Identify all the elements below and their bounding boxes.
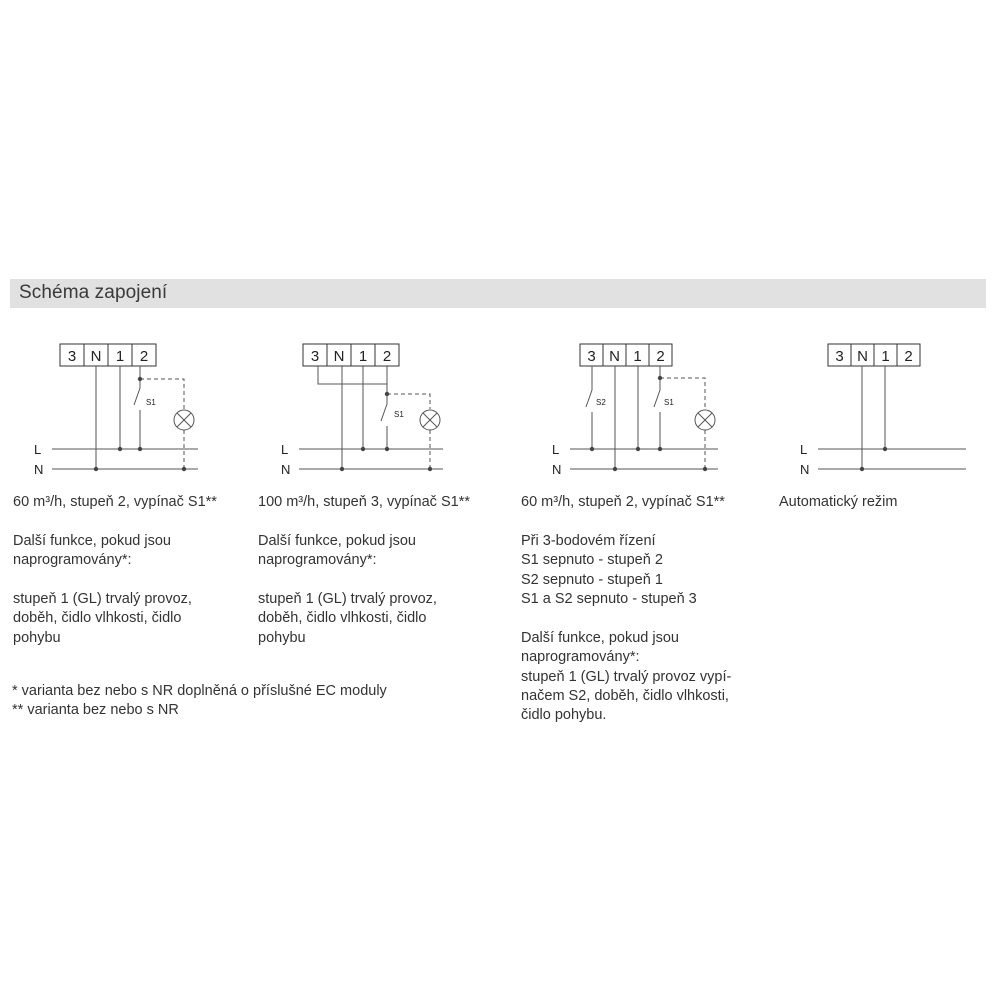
terminal-label: 1 xyxy=(358,348,368,365)
terminal-label: N xyxy=(90,348,102,365)
switch-label-s1: S1 xyxy=(394,410,404,419)
bus-label-l: L xyxy=(34,442,42,457)
terminal-label: 1 xyxy=(115,348,125,365)
description-line: Při 3-bodovém řízení xyxy=(521,532,656,549)
description-line: stupeň 1 (GL) trvalý provoz, xyxy=(258,591,437,607)
footnotes xyxy=(12,682,512,721)
bus-label-l: L xyxy=(281,442,289,457)
terminal-label: 3 xyxy=(835,348,844,365)
dashed-wire xyxy=(387,394,430,409)
diagram-caption: 100 m³/h, stupeň 3, vypínač S1** xyxy=(258,494,470,510)
bus-label-n: N xyxy=(281,462,291,477)
diagram-caption: 60 m³/h, stupeň 2, vypínač S1** xyxy=(521,494,725,510)
terminal-label: 2 xyxy=(139,348,149,365)
section-title: Schéma zapojení xyxy=(19,282,168,303)
description-column-2 xyxy=(258,493,508,648)
junction-dots xyxy=(590,376,707,471)
section-header xyxy=(10,279,986,308)
description-line: doběh, čidlo vlhkosti, čidlo xyxy=(258,610,427,627)
terminal-label: 1 xyxy=(881,348,890,365)
description-line: naprogramovány*: xyxy=(13,552,132,569)
switch-s2 xyxy=(586,390,592,407)
description-line: S2 sepnuto - stupeň 1 xyxy=(521,571,663,588)
description-line: naprogramovány*: xyxy=(521,649,640,666)
footnote: * varianta bez nebo s NR doplněná o příslušné EC moduly xyxy=(12,683,387,699)
bus-label-n: N xyxy=(34,462,44,477)
terminal-label: 2 xyxy=(656,348,665,365)
description-column-1 xyxy=(13,493,253,648)
description-line: Další funkce, pokud jsou xyxy=(258,532,416,549)
junction-dots xyxy=(860,447,887,471)
bus-label-l: L xyxy=(800,442,808,457)
wiring-diagram-4 xyxy=(778,338,1000,480)
terminal-label: 3 xyxy=(310,348,320,365)
switch-s1 xyxy=(134,388,140,405)
terminal-label: N xyxy=(333,348,345,365)
description-line: doběh, čidlo vlhkosti, čidlo xyxy=(13,610,182,627)
description-line: stupeň 1 (GL) trvalý provoz vypí- xyxy=(521,668,732,685)
terminal-label: 2 xyxy=(382,348,392,365)
description-line: S1 sepnuto - stupeň 2 xyxy=(521,552,663,569)
bus-label-n: N xyxy=(800,462,810,477)
diagram-caption: Automatický režim xyxy=(779,494,898,510)
switch-label-s1: S1 xyxy=(146,398,156,407)
terminal-label: N xyxy=(857,348,868,365)
description-line: Další funkce, pokud jsou xyxy=(13,532,171,549)
switch-s1 xyxy=(381,404,387,421)
terminal-block xyxy=(60,344,156,366)
wiring-diagram-2 xyxy=(263,338,493,480)
description-line: pohybu xyxy=(258,629,306,646)
terminal-label: 3 xyxy=(67,348,77,365)
switch-label-s1: S1 xyxy=(664,398,674,407)
bridge-wire xyxy=(318,366,387,384)
switch-s1 xyxy=(654,390,660,407)
description-column-4 xyxy=(779,493,979,512)
terminal-block xyxy=(303,344,399,366)
wiring-diagram-3 xyxy=(530,338,760,480)
description-line: stupeň 1 (GL) trvalý provoz, xyxy=(13,591,192,607)
junction-dots xyxy=(340,392,432,471)
terminal-label: N xyxy=(609,348,620,365)
terminal-label: 2 xyxy=(904,348,913,365)
description-line: naprogramovány*: xyxy=(258,552,377,569)
description-line: čidlo pohybu. xyxy=(521,707,607,724)
terminal-block xyxy=(828,344,920,366)
terminal-label: 3 xyxy=(587,348,596,365)
description-column-3 xyxy=(521,493,771,726)
terminal-label: 1 xyxy=(633,348,642,365)
diagram-caption: 60 m³/h, stupeň 2, vypínač S1** xyxy=(13,494,217,510)
footnote: ** varianta bez nebo s NR xyxy=(12,702,179,719)
bus-label-l: L xyxy=(552,442,560,457)
description-line: pohybu xyxy=(13,629,61,646)
description-line: S1 a S2 sepnuto - stupeň 3 xyxy=(521,591,697,608)
bus-label-n: N xyxy=(552,462,562,477)
terminal-block xyxy=(580,344,672,366)
wiring-diagram-1 xyxy=(20,338,250,480)
description-line: načem S2, doběh, čidlo vlhkosti, xyxy=(521,688,729,705)
description-line: Další funkce, pokud jsou xyxy=(521,629,679,646)
switch-label-s2: S2 xyxy=(596,398,606,407)
